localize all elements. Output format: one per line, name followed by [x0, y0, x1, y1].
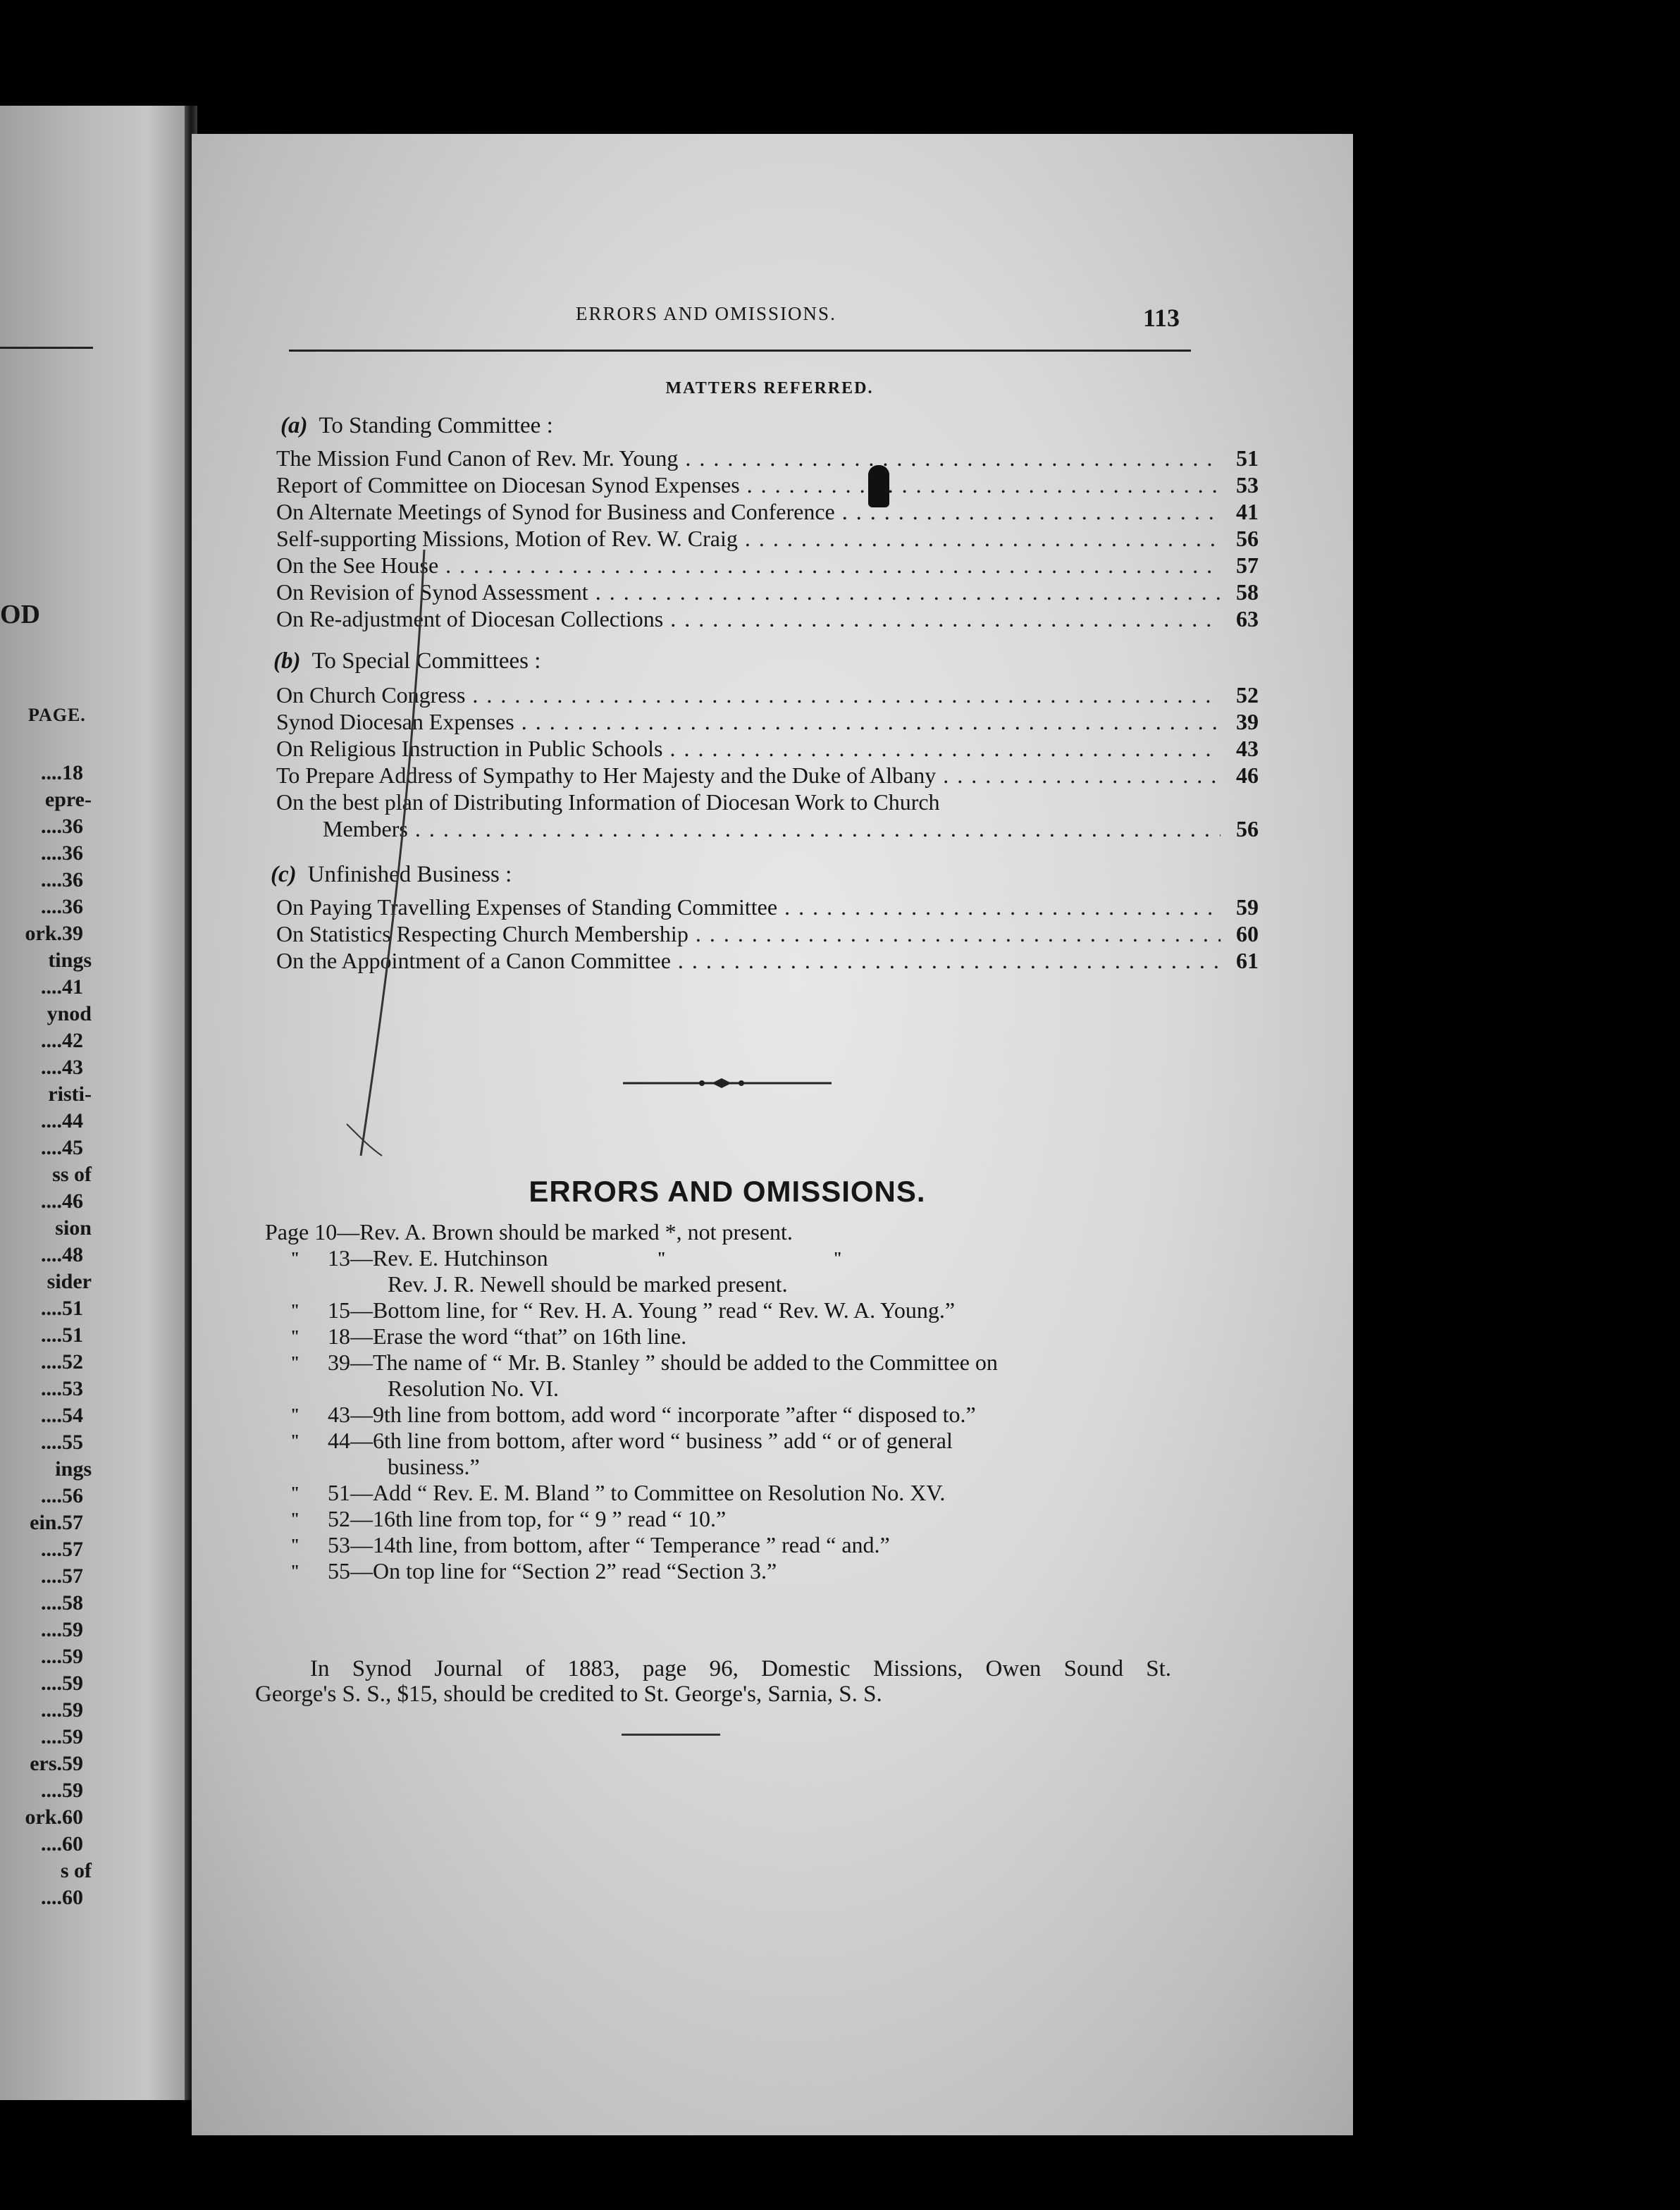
- referred-entry-page: 46: [1236, 763, 1259, 788]
- left-index-text: ....: [41, 1323, 62, 1347]
- left-index-text: ....: [41, 761, 62, 784]
- referred-entry: [276, 471, 1353, 499]
- left-index-text: ....: [41, 1645, 62, 1668]
- error-line: Page 10—Rev. A. Brown should be marked *, not present.: [265, 1219, 793, 1245]
- left-index-page: 43: [62, 1056, 83, 1079]
- footnote: [255, 1656, 1171, 1707]
- left-index-text: ....: [41, 1538, 62, 1561]
- left-index-page: 36: [62, 868, 83, 891]
- matters-referred-heading: MATTERS REFERRED.: [665, 379, 874, 397]
- referred-entry-page: 60: [1236, 921, 1259, 946]
- error-line: 55—On top line for “Section 2” read “Section 3.”: [328, 1558, 777, 1584]
- left-index-text: ....: [41, 1350, 62, 1373]
- ditto-mark: ": [290, 1536, 300, 1555]
- referred-entry-page: 56: [1236, 526, 1259, 551]
- header-rule: [289, 350, 1191, 352]
- left-index-page: 56: [62, 1484, 83, 1507]
- referred-entry: [276, 524, 1353, 552]
- error-line: 13—Rev. E. Hutchinson: [328, 1245, 548, 1271]
- left-index-text: ....: [41, 815, 62, 838]
- referred-entry: [276, 498, 1353, 526]
- ditto-mark: ": [290, 1406, 300, 1424]
- referred-entry-text: Self-supporting Missions, Motion of Rev. W. Craig . . .: [276, 524, 1221, 552]
- left-index-page: 44: [62, 1109, 83, 1132]
- left-page-fragment: [0, 106, 185, 2100]
- left-index-text: ....: [41, 1564, 62, 1588]
- handwritten-pencil-mark: [333, 550, 431, 1170]
- referred-entry-text: Members . . .: [323, 815, 1221, 843]
- referred-entry: [276, 605, 1353, 633]
- referred-entry: [276, 708, 1353, 736]
- end-rule: [622, 1734, 720, 1736]
- referred-entry-page: 63: [1236, 606, 1259, 631]
- referred-entry-text: On the See House . . .: [276, 551, 1221, 579]
- left-index-page: 45: [62, 1136, 83, 1159]
- left-index-page: 59: [62, 1645, 83, 1668]
- left-index-text: ings: [55, 1457, 92, 1481]
- ditto-mark: ": [833, 1249, 843, 1268]
- referred-entry: [276, 578, 1353, 606]
- error-line: 15—Bottom line, for “ Rev. H. A. Young ” read “ Rev. W. A. Young.”: [328, 1297, 956, 1323]
- referred-entry: [276, 788, 1353, 816]
- left-index-text: s of: [60, 1859, 92, 1882]
- referred-entry-page: 52: [1236, 682, 1259, 708]
- error-line: 52—16th line from top, for “ 9 ” read “ 10.”: [328, 1506, 727, 1531]
- left-index-page: 46: [62, 1190, 83, 1213]
- referred-entry-page: 57: [1236, 552, 1259, 578]
- left-index-page: 48: [62, 1243, 83, 1266]
- referred-entry-text: On Religious Instruction in Public Schools . . .: [276, 734, 1221, 763]
- left-index-text: ....: [41, 1404, 62, 1427]
- referred-entry-page: 51: [1236, 445, 1259, 471]
- left-index-text: ....: [41, 1591, 62, 1615]
- left-index-text: ....: [41, 1779, 62, 1802]
- section-c-label: Unfinished Business :: [307, 862, 512, 887]
- ditto-mark: ": [290, 1328, 300, 1346]
- left-index-text: ....: [41, 1672, 62, 1695]
- ink-blot: [868, 465, 889, 507]
- left-index-text: tings: [48, 949, 92, 972]
- left-index-text: ....: [41, 1832, 62, 1856]
- left-index-page: 41: [62, 975, 83, 999]
- referred-entry-text: On Re-adjustment of Diocesan Collections . . .: [276, 605, 1221, 633]
- ornament-divider: [623, 1075, 832, 1092]
- footnote-line-1: In Synod Journal of 1883, page 96, Domestic Missions, Owen Sound St.: [310, 1656, 1171, 1681]
- left-index-text: ....: [41, 1377, 62, 1400]
- referred-entry-text: Report of Committee on Diocesan Synod Expenses . . .: [276, 471, 1221, 499]
- page-113: [192, 134, 1353, 2135]
- left-index-page: 59: [62, 1672, 83, 1695]
- error-line: Rev. J. R. Newell should be marked present.: [388, 1271, 788, 1297]
- referred-entry: [276, 920, 1353, 948]
- referred-entry: [276, 946, 1353, 975]
- left-index-text: ....: [41, 1484, 62, 1507]
- left-index-page: 59: [62, 1779, 83, 1802]
- left-index-page: 42: [62, 1029, 83, 1052]
- left-index-text: ....: [41, 1136, 62, 1159]
- left-index-page: 55: [62, 1431, 83, 1454]
- left-index-text: ....: [41, 1297, 62, 1320]
- ditto-mark: ": [290, 1510, 300, 1529]
- ditto-mark: ": [290, 1484, 300, 1502]
- left-index-page: 53: [62, 1377, 83, 1400]
- left-index-text: ....: [41, 1243, 62, 1266]
- referred-entry: [323, 815, 1353, 843]
- error-line: 43—9th line from bottom, add word “ incorporate ”after “ disposed to.”: [328, 1402, 976, 1427]
- referred-entry-page: 58: [1236, 579, 1259, 605]
- left-index-page: 57: [62, 1564, 83, 1588]
- left-index-page: 57: [62, 1511, 83, 1534]
- referred-entry-text: Synod Diocesan Expenses . . .: [276, 708, 1221, 736]
- left-index-text: ....: [41, 1190, 62, 1213]
- ditto-mark: ": [290, 1562, 300, 1581]
- referred-entry-page: 61: [1236, 948, 1259, 973]
- left-index-page: 60: [62, 1886, 83, 1909]
- ditto-mark: ": [290, 1354, 300, 1372]
- left-index-page: 51: [62, 1323, 83, 1347]
- referred-entry-text: On Statistics Respecting Church Membership . . .: [276, 920, 1221, 948]
- left-index-text: ork.: [25, 1805, 62, 1829]
- referred-entry-text: On the best plan of Distributing Information of Diocesan Work to Church: [276, 789, 940, 815]
- left-page-page-label: PAGE.: [28, 705, 86, 725]
- left-index-page: 59: [62, 1698, 83, 1722]
- referred-entry-page: 39: [1236, 709, 1259, 734]
- left-index-page: 36: [62, 895, 83, 918]
- left-index-page: 60: [62, 1805, 83, 1829]
- left-index-text: ....: [41, 1698, 62, 1722]
- left-index-page: 59: [62, 1725, 83, 1748]
- referred-entry-text: On Alternate Meetings of Synod for Business and Conference . . .: [276, 498, 1221, 526]
- left-index-page: 52: [62, 1350, 83, 1373]
- left-index-text: ....: [41, 1029, 62, 1052]
- referred-entry-page: 41: [1236, 499, 1259, 524]
- referred-entry-text: On the Appointment of a Canon Committee . . .: [276, 946, 1221, 975]
- referred-entry-page: 43: [1236, 736, 1259, 761]
- section-b-label: To Special Committees :: [311, 648, 541, 674]
- left-index-text: ynod: [47, 1002, 92, 1025]
- left-index-text: sider: [47, 1270, 92, 1293]
- left-index-text: ....: [41, 1431, 62, 1454]
- error-line: business.”: [388, 1454, 480, 1479]
- error-line: 18—Erase the word “that” on 16th line.: [328, 1323, 687, 1349]
- section-a-label: To Standing Committee :: [319, 413, 553, 438]
- ditto-mark: ": [290, 1249, 300, 1268]
- left-index-text: ....: [41, 1109, 62, 1132]
- left-index-text: sion: [55, 1216, 92, 1240]
- referred-entry: [276, 681, 1353, 709]
- error-line: Resolution No. VI.: [388, 1376, 559, 1401]
- referred-entry-page: 59: [1236, 894, 1259, 920]
- left-index-page: 18: [62, 761, 83, 784]
- errors-title: ERRORS AND OMISSIONS.: [529, 1175, 926, 1208]
- referred-entry: [276, 734, 1353, 763]
- left-index-text: ....: [41, 841, 62, 865]
- left-index-text: ein.: [30, 1511, 62, 1534]
- left-index-page: 59: [62, 1618, 83, 1641]
- left-index-page: 54: [62, 1404, 83, 1427]
- section-b-marker: (b): [273, 648, 301, 674]
- left-index-page: 51: [62, 1297, 83, 1320]
- left-index-text: ....: [41, 868, 62, 891]
- referred-entry-text: On Church Congress . . .: [276, 681, 1221, 709]
- error-line: 39—The name of “ Mr. B. Stanley ” should be added to the Committee on: [328, 1350, 998, 1375]
- ditto-mark: ": [290, 1302, 300, 1320]
- referred-entry-page: 56: [1236, 816, 1259, 841]
- left-index-text: ....: [41, 975, 62, 999]
- section-c-marker: (c): [271, 862, 297, 887]
- referred-entry: [276, 551, 1353, 579]
- left-index-text: ss of: [52, 1163, 92, 1186]
- ditto-mark: ": [657, 1249, 667, 1268]
- running-head: ERRORS AND OMISSIONS.: [576, 303, 836, 324]
- left-index-text: epre-: [44, 788, 92, 811]
- left-index-text: ....: [41, 1618, 62, 1641]
- left-index-page: 58: [62, 1591, 83, 1615]
- left-index-page: 39: [62, 922, 83, 945]
- page-number: 113: [1143, 304, 1180, 332]
- referred-entry-text: On Revision of Synod Assessment . . .: [276, 578, 1221, 606]
- referred-entry-text: The Mission Fund Canon of Rev. Mr. Young . . .: [276, 444, 1221, 472]
- left-index-page: 59: [62, 1752, 83, 1775]
- referred-entry-text: On Paying Travelling Expenses of Standing Committee . . .: [276, 893, 1221, 921]
- section-a-title: [280, 413, 553, 439]
- left-index-text: ork.: [25, 922, 62, 945]
- footnote-line-2: George's S. S., $15, should be credited to St. George's, Sarnia, S. S.: [255, 1681, 882, 1707]
- ditto-mark: ": [290, 1432, 300, 1450]
- left-index-text: ....: [41, 895, 62, 918]
- error-line: 51—Add “ Rev. E. M. Bland ” to Committee on Resolution No. XV.: [328, 1480, 946, 1505]
- left-index-page: 60: [62, 1832, 83, 1856]
- referred-entry: [276, 893, 1353, 921]
- referred-entry: [276, 444, 1353, 472]
- referred-entry-page: 53: [1236, 472, 1259, 498]
- error-line: 53—14th line, from bottom, after “ Temperance ” read “ and.”: [328, 1532, 890, 1557]
- left-index-text: risti-: [48, 1082, 92, 1106]
- error-line: 44—6th line from bottom, after word “ business ” add “ or of general: [328, 1428, 953, 1453]
- left-index-text: ers.: [30, 1752, 62, 1775]
- left-index-text: ....: [41, 1056, 62, 1079]
- left-index-page: 57: [62, 1538, 83, 1561]
- left-index-text: ....: [41, 1886, 62, 1909]
- section-a-marker: (a): [280, 413, 308, 438]
- left-page-heading-fragment: OD: [0, 600, 40, 629]
- left-index-page: 36: [62, 841, 83, 865]
- left-page-rule: [0, 347, 93, 349]
- left-index-page: 36: [62, 815, 83, 838]
- referred-entry: [276, 761, 1353, 789]
- referred-entry-text: To Prepare Address of Sympathy to Her Majesty and the Duke of Albany . . .: [276, 761, 1221, 789]
- left-index-text: ....: [41, 1725, 62, 1748]
